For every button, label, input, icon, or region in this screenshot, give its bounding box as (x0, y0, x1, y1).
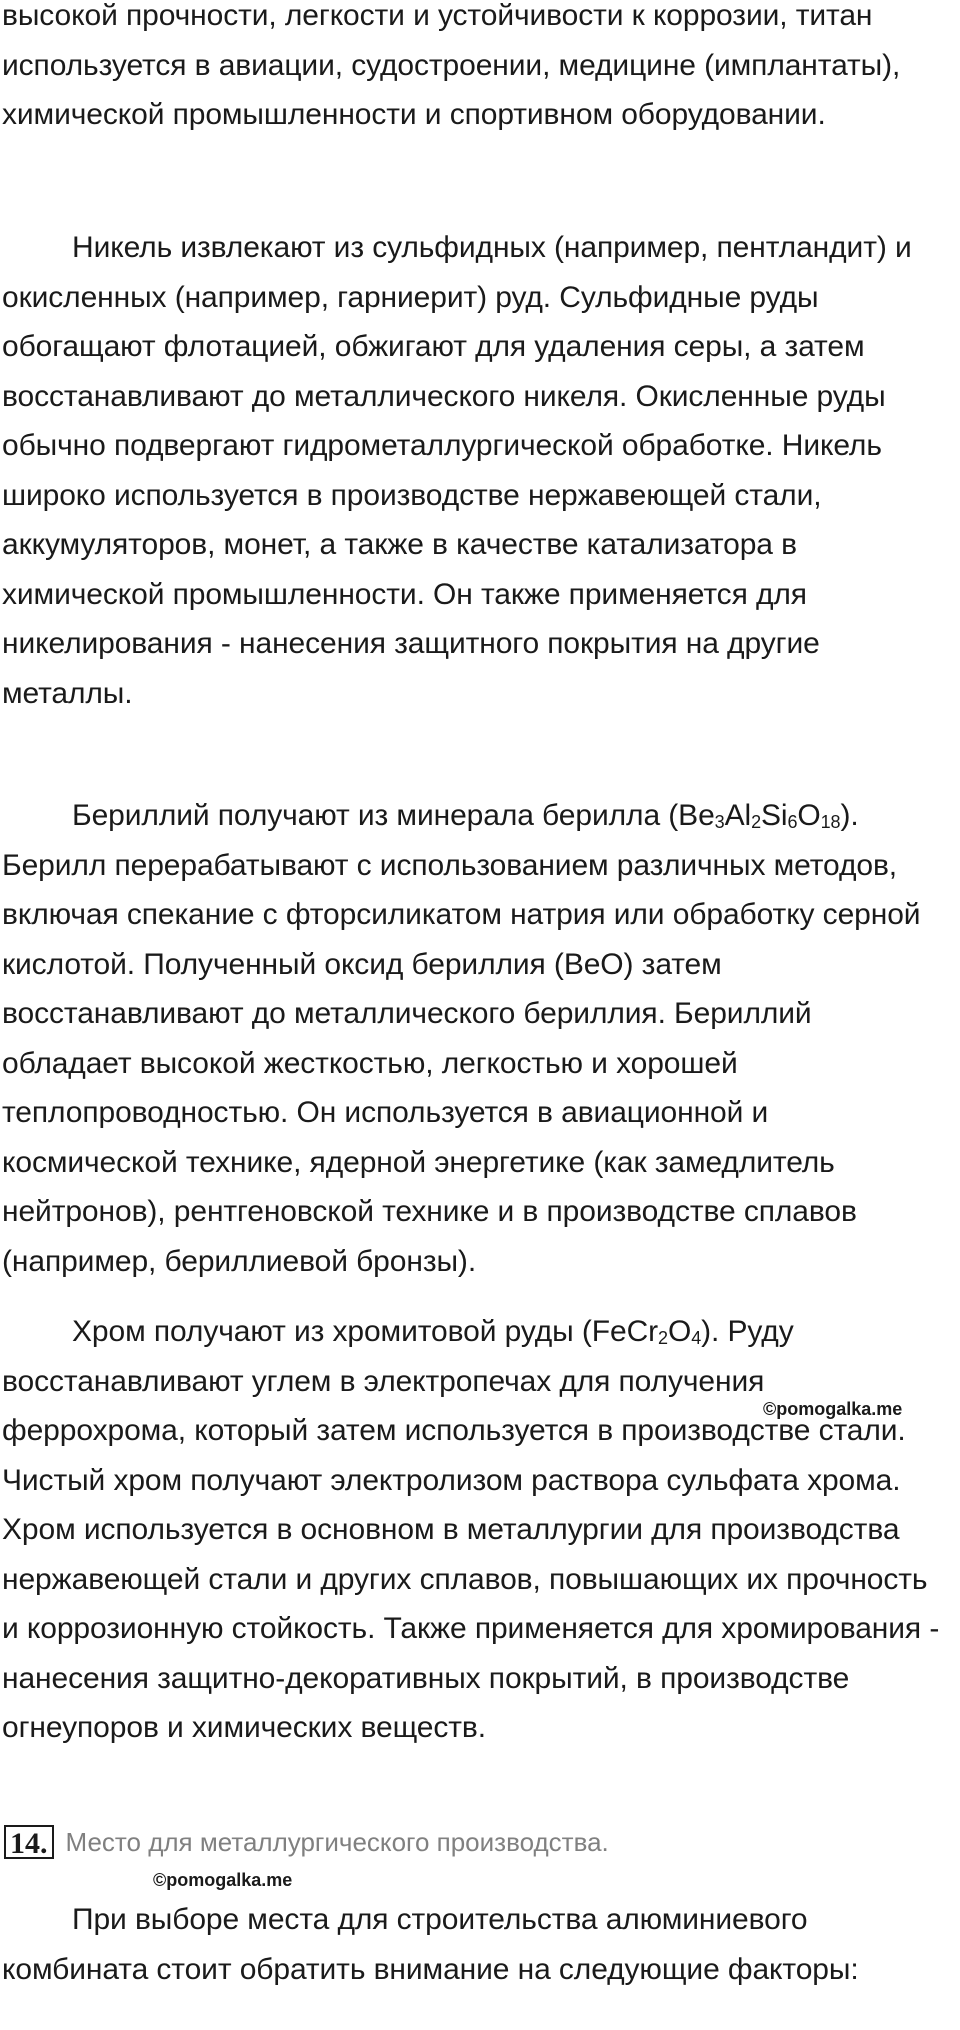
paragraph-chromium-start: Хром получают из хромитовой руды ( (72, 1315, 592, 1348)
paragraph-titanium-end: высокой прочности, легкости и устойчивости к коррозии, титан используется в авиации, судостроении, медицине (имплантаты), химической промышленности и спортивном оборудовании. (2, 0, 901, 131)
paragraph-beryllium-start: Бериллий получают из минерала берилла ( (72, 799, 679, 832)
paragraph-nickel: Никель извлекают из сульфидных (например, пентландит) и окисленных (например, гарниерит) руд. Сульфидные руды обогащают флотацией, обжигают для удаления серы, а затем восстанавливают до металлического никеля. Окисленные руды обычно подвергают гидрометаллургической обработке. Никель широко используется в производстве нержавеющей стали, аккумуляторов, монет, а также в качестве катализатора в химической промышленности. Он также применяется для никелирования - нанесения защитного покрытия на другие металлы. (2, 231, 912, 710)
task-number-box: 14. (4, 1825, 54, 1859)
paragraph-beryllium-rest: ). Берилл перерабатывают с использованием различных методов, включая спекание с фторсиликатом натрия или обработку серной кислотой. Полученный оксид бериллия (BeO) затем восстанавливают до металлического бериллия. Бериллий обладает высокой жесткостью, легкостью и хорошей теплопроводностью. Он используется в авиационной и космической технике, ядерной энергетике (как замедлитель нейтронов), рентгеновской технике и в производстве сплавов (например, бериллиевой бронзы). (2, 799, 921, 1278)
paragraph-beryllium (2, 791, 942, 1286)
paragraph-chromium (2, 1307, 942, 1753)
beryl-formula: $Be_3Al_2Si_6O_{18}$ (678, 799, 841, 832)
chromite-formula: $FeCr_2O_4$ (591, 1315, 702, 1348)
watermark: ©pomogalka.me (153, 1870, 293, 1890)
task-heading (4, 1822, 609, 1862)
watermark: ©pomogalka.me (763, 1399, 903, 1419)
paragraph-chromium-rest: ). Руду восстанавливают углем в электропечах для получения феррохрома, который затем используется в производстве стали. Чистый хром получают электролизом раствора сульфата хрома. Хром используется в основном в металлургии для производства нержавеющей стали и других сплавов, повышающих их прочность и коррозионную стойкость. Также применяется для хромирования - нанесения защитно-декоративных покрытий, в производстве огнеупоров и химических веществ. (2, 1315, 940, 1744)
paragraph-aluminium-plant: При выборе места для строительства алюминиевого комбината стоит обратить внимание на следующие факторы: (2, 1903, 859, 1986)
task-title: Место для металлургического производства. (65, 1826, 609, 1857)
